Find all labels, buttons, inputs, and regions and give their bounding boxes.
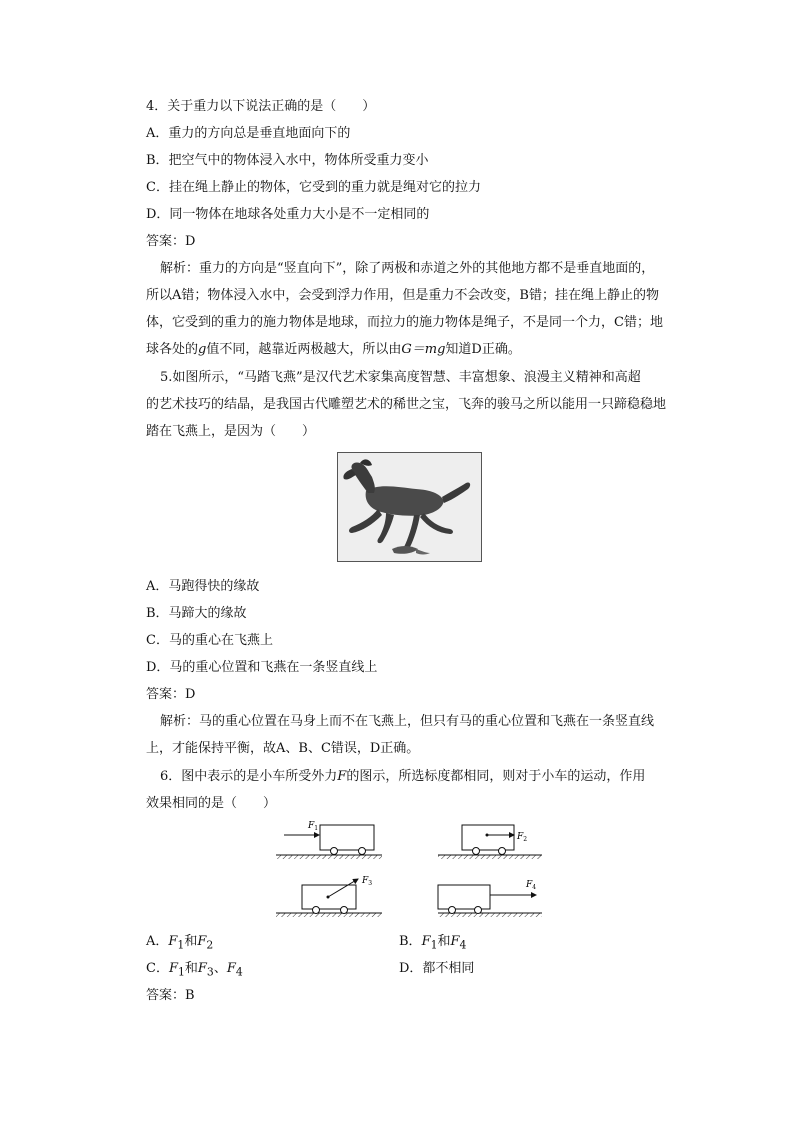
flying-horse-icon bbox=[338, 453, 481, 561]
label-f1: $F_1$ bbox=[308, 821, 319, 832]
q6-option-c-sub1: 1 bbox=[177, 965, 185, 979]
q5-analysis-line1: 解析：马的重心位置在马身上而不在飞燕上，但只有马的重心位置和飞燕在一条竖直线 bbox=[160, 714, 655, 729]
q6-option-b-f2: F bbox=[450, 934, 460, 949]
q5-answer: 答案：D bbox=[146, 687, 196, 702]
q6-answer: 答案：B bbox=[146, 988, 195, 1003]
q5-analysis-line2: 上，才能保持平衡，故A、B、C错误，D正确。 bbox=[146, 741, 420, 756]
q6-option-c-prefix: C． bbox=[146, 961, 169, 976]
q6-option-c-mid: 和 bbox=[184, 961, 198, 976]
q4-answer: 答案：D bbox=[146, 234, 196, 249]
q4-option-c: C．挂在绳上静止的物体，它受到的重力就是绳对它的拉力 bbox=[146, 180, 481, 195]
q4-option-b: B．把空气中的物体浸入水中，物体所受重力变小 bbox=[146, 153, 429, 168]
q4-analysis-line3: 体，它受到的重力的施力物体是地球，而拉力的施力物体是绳子，不是同一个力，C错；地 bbox=[146, 315, 663, 330]
label-f3: $F_3$ bbox=[362, 876, 373, 887]
q6-option-a-f2: F bbox=[197, 934, 207, 949]
q6-option-b-f: F bbox=[421, 934, 431, 949]
q6-option-a-mid: 和 bbox=[184, 934, 198, 949]
q5-stem-line3: 踏在飞燕上，是因为（ ） bbox=[146, 424, 316, 439]
horse-figure bbox=[337, 452, 482, 562]
q6-option-c-f: F bbox=[168, 961, 178, 976]
q6-option-c-f3: F bbox=[226, 961, 236, 976]
q6-option-a-f: F bbox=[168, 934, 178, 949]
q5-option-c: C．马的重心在飞燕上 bbox=[146, 633, 273, 648]
q4-stem: 4．关于重力以下说法正确的是（ ） bbox=[146, 99, 376, 114]
q4-analysis-line2: 所以A错；物体浸入水中，会受到浮力作用，但是重力不会改变，B错；挂在绳上静止的物 bbox=[146, 288, 659, 303]
q4-analysis-line1: 解析：重力的方向是“竖直向下”，除了两极和赤道之外的其他地方都不是垂直地面的， bbox=[160, 261, 655, 276]
q6-option-c-sub3: 4 bbox=[235, 965, 243, 979]
q6-option-c-sub2: 3 bbox=[206, 965, 214, 979]
q6-stem-text-a: 6．图中表示的是小车所受外力 bbox=[160, 769, 338, 784]
q6-option-c-sep: 、 bbox=[213, 961, 227, 976]
q6-option-a-prefix: A． bbox=[146, 934, 169, 949]
q5-stem-line2: 的艺术技巧的结晶，是我国古代雕塑艺术的稀世之宝，飞奔的骏马之所以能用一只蹄稳稳地 bbox=[146, 397, 667, 412]
q6-option-b bbox=[399, 930, 466, 952]
q6-option-b-prefix: B． bbox=[399, 934, 422, 949]
q4-analysis-text-c: 知道D正确。 bbox=[445, 342, 521, 357]
label-f4: $F_4$ bbox=[526, 880, 537, 891]
q6-stem-line2: 效果相同的是（ ） bbox=[146, 796, 277, 811]
q4-analysis-text-a: 球各处的 bbox=[146, 342, 199, 357]
q6-stem-F: F bbox=[337, 769, 347, 784]
q6-option-c bbox=[146, 957, 243, 979]
q6-option-b-sub2: 4 bbox=[459, 938, 467, 952]
q6-option-c-f2: F bbox=[197, 961, 207, 976]
q6-option-d: D．都不相同 bbox=[399, 961, 475, 976]
q4-analysis-formula: G＝mg bbox=[401, 342, 446, 357]
q5-option-d: D．马的重心位置和飞燕在一条竖直线上 bbox=[146, 660, 378, 675]
cart-1 bbox=[276, 825, 382, 859]
q6-stem-line1 bbox=[160, 765, 645, 784]
cart-force-figure bbox=[270, 815, 550, 923]
q4-analysis-text-b: 值不同，越靠近两极越大，所以由 bbox=[206, 342, 402, 357]
q5-stem-line1: 5.如图所示，“马踏飞燕”是汉代艺术家集高度智慧、丰富想象、浪漫主义精神和高超 bbox=[160, 370, 641, 385]
q6-option-a bbox=[146, 930, 213, 952]
q4-option-a: A．重力的方向总是垂直地面向下的 bbox=[146, 126, 351, 141]
q4-analysis-g: g bbox=[198, 342, 207, 357]
q4-analysis-line4 bbox=[146, 338, 521, 357]
q6-option-b-mid: 和 bbox=[437, 934, 451, 949]
q6-stem-text-b: 的图示，所选标度都相同，则对于小车的运动，作用 bbox=[346, 769, 646, 784]
q5-option-b: B．马蹄大的缘故 bbox=[146, 606, 247, 621]
q5-option-a: A．马跑得快的缘故 bbox=[146, 579, 260, 594]
q6-option-b-sub1: 1 bbox=[430, 938, 438, 952]
q6-option-a-sub1: 1 bbox=[177, 938, 185, 952]
label-f2: $F_2$ bbox=[517, 832, 528, 843]
q4-option-d: D．同一物体在地球各处重力大小是不一定相同的 bbox=[146, 207, 430, 222]
q6-option-a-sub2: 2 bbox=[206, 938, 214, 952]
